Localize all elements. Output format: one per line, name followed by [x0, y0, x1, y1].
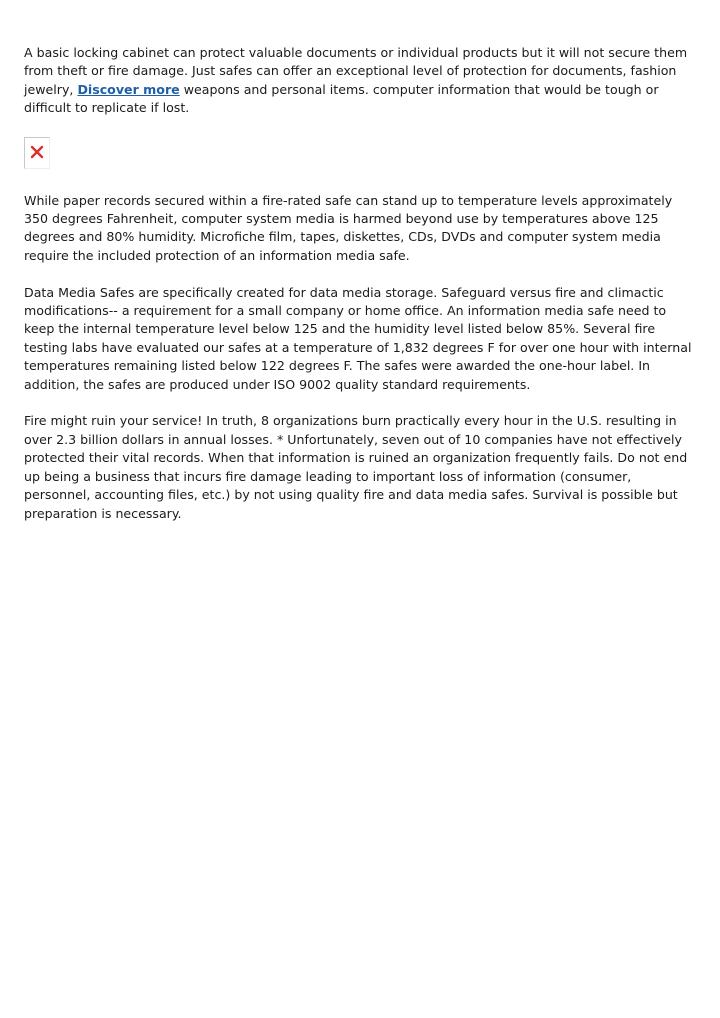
fire-risk-paragraph: Fire might ruin your service! In truth, 8 organizations burn practically every hour in the U.S. resulting in over 2.3 billion dollars in annual losses. * Unfortunately, seven out of 10 companies have not effectively protected their vital records. When that information is ruined an organization frequently fails. Do not end up being a business that incurs fire damage leading to important loss of information (consumer, personnel, accounting files, etc.) by not using quality fire and data media safes. Survival is possible but preparation is necessary. — [24, 413, 688, 521]
intro-text-after-link: weapons and personal items. computer information that would be tough or difficult to replicate if lost. — [24, 81, 659, 116]
media-temperature-paragraph: While paper records secured within a fire-rated safe can stand up to temperature levels approximately 350 degrees Fahrenheit, computer system media is harmed beyond use by temperatures above 125 degrees and 80% humidity. Microfiche film, tapes, diskettes, CDs, DVDs and computer system media require the included protection of an information media safe. — [24, 192, 673, 263]
discover-more-link[interactable]: Discover more — [77, 81, 180, 97]
broken-image-icon — [24, 137, 50, 169]
data-media-safes-paragraph: Data Media Safes are specifically created for data media storage. Safeguard versus fire and climactic modifications-- a requirement for a small company or home office. An information media safe need to keep the internal temperature level below 125 and the humidity level listed below 85%. Several fire testing labs have evaluated our safes at a temperature of 1,832 degrees F for over one hour with internal temperatures remaining listed below 122 degrees F. The safes were awarded the one-hour label. In addition, the safes are produced under ISO 9002 quality standard requirements. — [24, 284, 692, 392]
intro-text-before-link: A basic locking cabinet can protect valuable documents or individual products but it will not secure them from theft or fire damage. Just safes can offer an exceptional level of protection for documents, fashion jewelry, — [24, 45, 688, 97]
image-error-x-icon — [29, 144, 45, 160]
intro-paragraph — [24, 44, 696, 118]
